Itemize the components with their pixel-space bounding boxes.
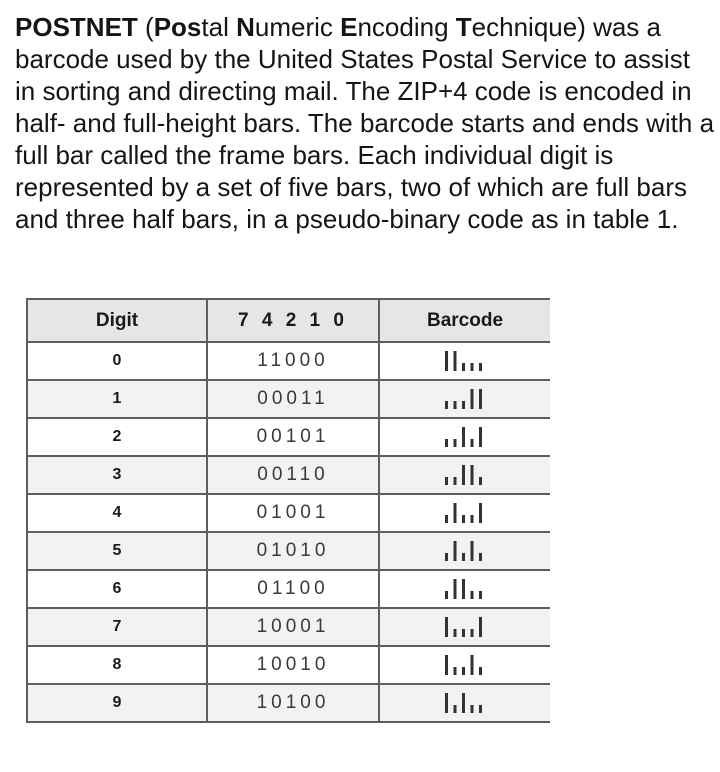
binary-code-cell: 01100 [207, 570, 379, 608]
table-header-row [27, 299, 550, 342]
barcode-cell [379, 646, 550, 684]
para-bold: E [340, 12, 358, 42]
para-text: umeric [254, 12, 341, 42]
half-bar [454, 667, 457, 675]
full-bar [454, 351, 457, 371]
half-bar [462, 553, 465, 561]
table-row [27, 608, 550, 646]
full-bar [462, 465, 465, 485]
binary-code-cell: 10100 [207, 684, 379, 722]
para-bold: T [455, 12, 472, 42]
half-bar [445, 553, 448, 561]
barcode-cell [379, 342, 550, 380]
half-bar [462, 401, 465, 409]
half-bar [479, 667, 482, 675]
half-bar [462, 667, 465, 675]
full-bar [471, 389, 474, 409]
half-bar [445, 439, 448, 447]
full-bar [462, 427, 465, 447]
half-bar [454, 629, 457, 637]
half-bar [445, 477, 448, 485]
table-row [27, 684, 550, 722]
barcode-cell [379, 684, 550, 722]
binary-code-cell: 01010 [207, 532, 379, 570]
table-row [27, 570, 550, 608]
barcode-glyph [442, 654, 488, 676]
table-row [27, 380, 550, 418]
barcode-glyph [442, 540, 488, 562]
full-bar [479, 617, 482, 637]
barcode-glyph [442, 388, 488, 410]
intro-paragraph [15, 11, 715, 235]
half-bar [479, 705, 482, 713]
half-bar [462, 629, 465, 637]
barcode-glyph [442, 578, 488, 600]
half-bar [454, 705, 457, 713]
header-barcode: Barcode [379, 299, 550, 342]
half-bar [454, 477, 457, 485]
full-bar [462, 693, 465, 713]
full-bar [454, 579, 457, 599]
full-bar [445, 655, 448, 675]
binary-code-cell: 11000 [207, 342, 379, 380]
full-bar [471, 541, 474, 561]
table-row [27, 646, 550, 684]
barcode-cell [379, 418, 550, 456]
half-bar [462, 515, 465, 523]
postnet-table-container [26, 298, 550, 772]
barcode-glyph [442, 464, 488, 486]
table-row [27, 494, 550, 532]
half-bar [471, 591, 474, 599]
full-bar [462, 579, 465, 599]
half-bar [479, 591, 482, 599]
table-row [27, 418, 550, 456]
binary-code-cell: 00110 [207, 456, 379, 494]
half-bar [471, 629, 474, 637]
half-bar [445, 515, 448, 523]
full-bar [445, 351, 448, 371]
table-body [27, 342, 550, 722]
full-bar [471, 465, 474, 485]
term-postnet: POSTNET [15, 12, 138, 42]
digit-cell: 0 [27, 342, 207, 380]
barcode-glyph [442, 350, 488, 372]
table-row [27, 342, 550, 380]
full-bar [445, 617, 448, 637]
para-bold: N [236, 12, 255, 42]
header-weights: 7 4 2 1 0 [207, 299, 379, 342]
para-bold: Pos [153, 12, 202, 42]
full-bar [479, 503, 482, 523]
barcode-glyph [442, 502, 488, 524]
digit-cell: 9 [27, 684, 207, 722]
para-text: al [208, 12, 237, 42]
barcode-glyph [442, 426, 488, 448]
barcode-glyph [442, 692, 488, 714]
full-bar [454, 503, 457, 523]
binary-code-cell: 01001 [207, 494, 379, 532]
barcode-cell [379, 494, 550, 532]
digit-cell: 4 [27, 494, 207, 532]
digit-cell: 5 [27, 532, 207, 570]
full-bar [445, 693, 448, 713]
half-bar [454, 401, 457, 409]
half-bar [479, 363, 482, 371]
para-text: t [201, 12, 209, 42]
half-bar [479, 553, 482, 561]
half-bar [471, 705, 474, 713]
half-bar [445, 591, 448, 599]
full-bar [454, 541, 457, 561]
binary-code-cell: 00011 [207, 380, 379, 418]
half-bar [462, 363, 465, 371]
half-bar [479, 477, 482, 485]
para-text: echnique) was a barcode used by the United States Postal Service to assist in sorting and directing mail. The ZIP+4 code is encoded in half- and full-height bars. The barcode starts and ends with a full bar called the frame bars. Each individual digit is represented by a set of five bars, two of which are full bars and three half bars, in a pseudo-binary code as in table 1. [15, 12, 715, 234]
binary-code-cell: 10001 [207, 608, 379, 646]
barcode-cell [379, 608, 550, 646]
header-digit: Digit [27, 299, 207, 342]
para-text: ncoding [357, 12, 456, 42]
digit-cell: 2 [27, 418, 207, 456]
half-bar [471, 363, 474, 371]
half-bar [454, 439, 457, 447]
postnet-table [26, 298, 550, 723]
digit-cell: 1 [27, 380, 207, 418]
digit-cell: 6 [27, 570, 207, 608]
table-row [27, 456, 550, 494]
digit-cell: 7 [27, 608, 207, 646]
barcode-glyph [442, 616, 488, 638]
binary-code-cell: 10010 [207, 646, 379, 684]
para-text: ( [137, 12, 154, 42]
binary-code-cell: 00101 [207, 418, 379, 456]
half-bar [471, 515, 474, 523]
half-bar [445, 401, 448, 409]
digit-cell: 3 [27, 456, 207, 494]
barcode-cell [379, 532, 550, 570]
barcode-cell [379, 570, 550, 608]
full-bar [471, 655, 474, 675]
barcode-cell [379, 456, 550, 494]
full-bar [479, 427, 482, 447]
half-bar [471, 439, 474, 447]
barcode-cell [379, 380, 550, 418]
full-bar [479, 389, 482, 409]
digit-cell: 8 [27, 646, 207, 684]
table-row [27, 532, 550, 570]
